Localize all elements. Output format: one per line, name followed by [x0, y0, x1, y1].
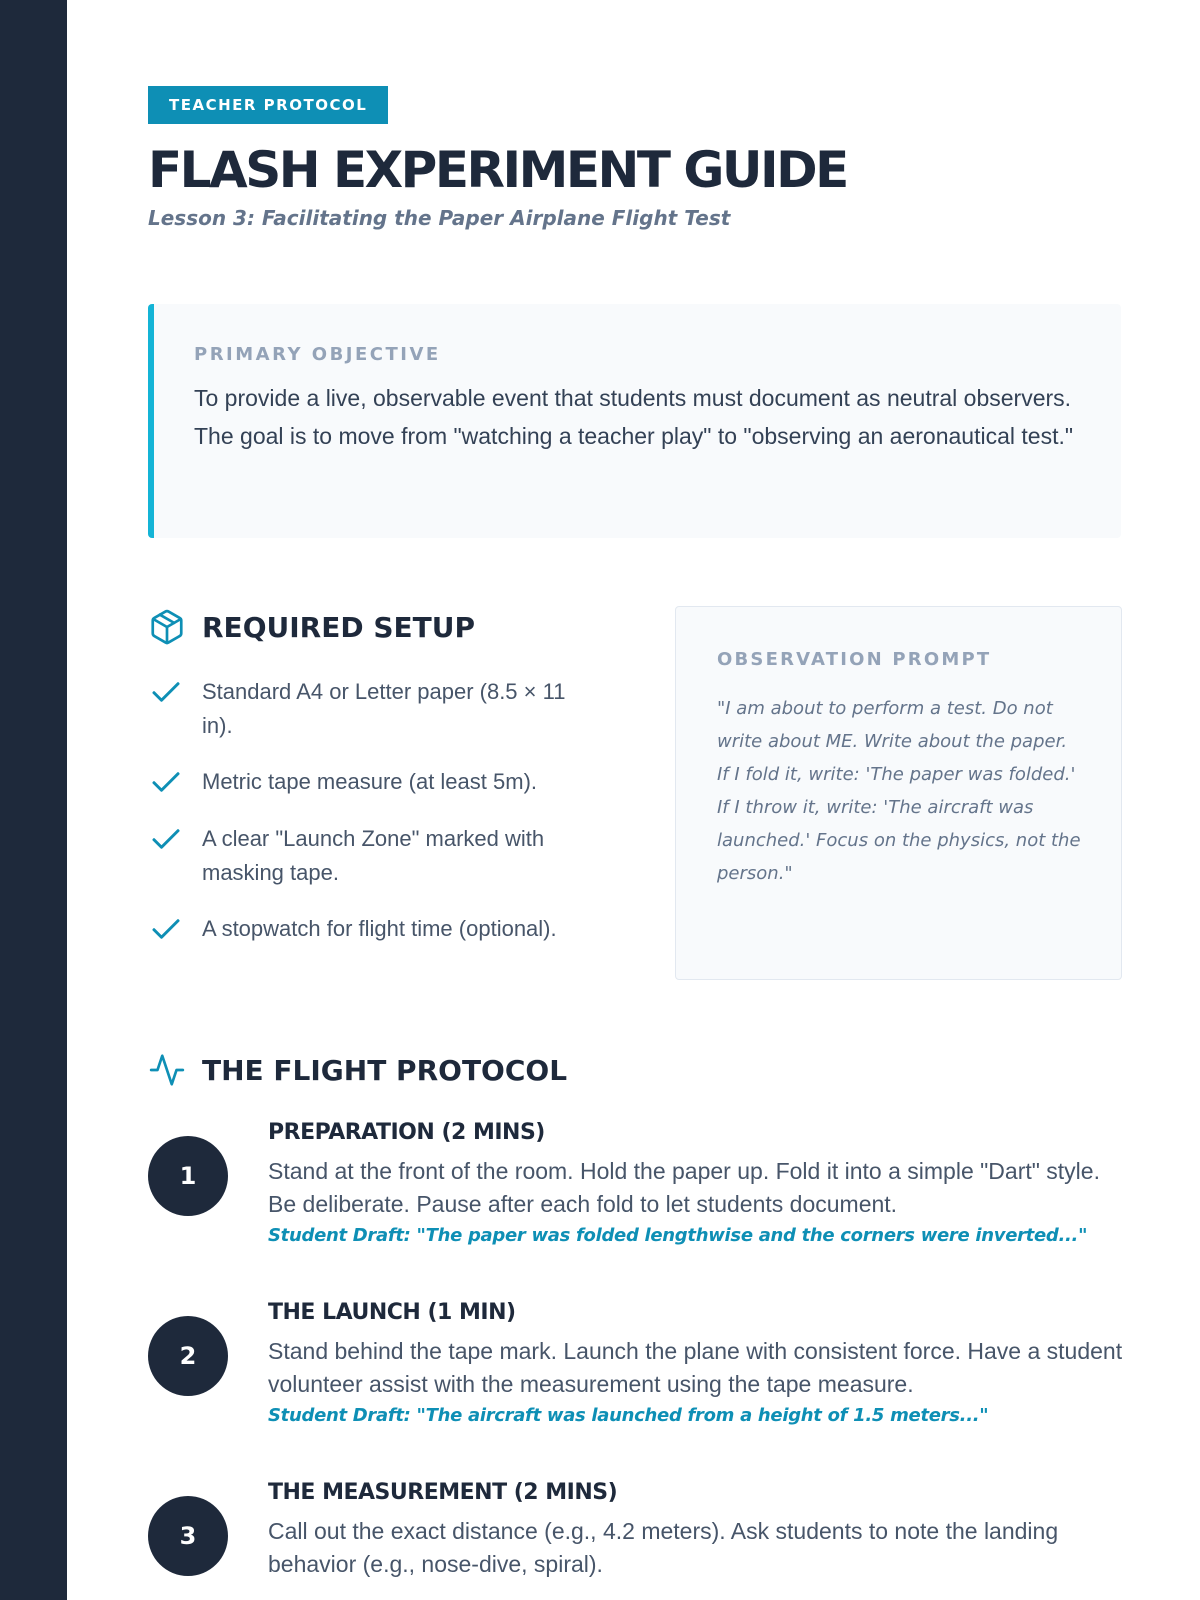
setup-title: REQUIRED SETUP: [202, 610, 475, 644]
protocol-header: [148, 1050, 1123, 1090]
list-item: [148, 822, 618, 890]
protocol-title: THE FLIGHT PROTOCOL: [202, 1053, 568, 1087]
step-number-badge: 2: [148, 1316, 228, 1396]
check-icon: [148, 764, 184, 800]
flight-protocol-section: [148, 1050, 1123, 1577]
setup-header: [148, 607, 618, 647]
objective-text: To provide a live, observable event that students must document as neutral observers. The goal is to move from "watching a teacher play" to "observing an aeronautical test.": [194, 385, 1074, 449]
student-draft-example: Student Draft: "The paper was folded lengthwise and the corners were inverted...": [268, 1225, 1088, 1246]
setup-item-text: A stopwatch for flight time (optional).: [202, 916, 557, 941]
step-text: Stand at the front of the room. Hold the paper up. Fold it into a simple "Dart" style. Be deliberate. Pause after each fold to let students document.: [268, 1158, 1100, 1217]
observation-prompt-card: [675, 606, 1122, 980]
teacher-protocol-tag: TEACHER PROTOCOL: [148, 86, 388, 124]
setup-checklist: [148, 675, 618, 947]
list-item: [148, 912, 618, 947]
list-item: [148, 765, 618, 800]
primary-objective-card: [148, 304, 1121, 538]
box-icon: [148, 608, 186, 646]
student-draft-example: Student Draft: "The aircraft was launched from a height of 1.5 meters...": [268, 1405, 989, 1426]
step-body: [268, 1120, 1123, 1246]
required-setup-section: [148, 607, 618, 969]
step-text: Call out the exact distance (e.g., 4.2 meters). Ask students to note the landing behavior (e.g., nose-dive, spiral).: [268, 1518, 1059, 1577]
step-body: [268, 1300, 1123, 1426]
setup-item-text: Standard A4 or Letter paper (8.5 × 11 in).: [202, 679, 566, 738]
step-body: [268, 1480, 1123, 1581]
prompt-label: OBSERVATION PROMPT: [717, 649, 992, 670]
check-icon: [148, 911, 184, 947]
step-text: Stand behind the tape mark. Launch the plane with consistent force. Have a student volunteer assist with the measurement using the tape measure.: [268, 1338, 1123, 1397]
step-title: PREPARATION (2 MINS): [268, 1120, 545, 1145]
setup-item-text: A clear "Launch Zone" marked with masking tape.: [202, 826, 545, 885]
step-title: THE LAUNCH (1 MIN): [268, 1300, 516, 1325]
objective-label: PRIMARY OBJECTIVE: [194, 344, 441, 365]
step-number-badge: 1: [148, 1136, 228, 1216]
sidebar-stripe: [0, 0, 67, 1600]
page-title: FLASH EXPERIMENT GUIDE: [148, 141, 847, 199]
activity-icon: [148, 1051, 186, 1089]
step-title: THE MEASUREMENT (2 MINS): [268, 1480, 618, 1505]
prompt-text: "I am about to perform a test. Do not write about ME. Write about the paper. If I fold it, write: 'The paper was folded.' If I throw it, write: 'The aircraft was launched.' Focus on the physics, not the person.": [717, 698, 1081, 884]
step-number-badge: 3: [148, 1496, 228, 1576]
check-icon: [148, 674, 184, 710]
check-icon: [148, 821, 184, 857]
page-subtitle: Lesson 3: Facilitating the Paper Airplane Flight Test: [148, 206, 731, 230]
setup-item-text: Metric tape measure (at least 5m).: [202, 769, 538, 794]
list-item: [148, 675, 618, 743]
